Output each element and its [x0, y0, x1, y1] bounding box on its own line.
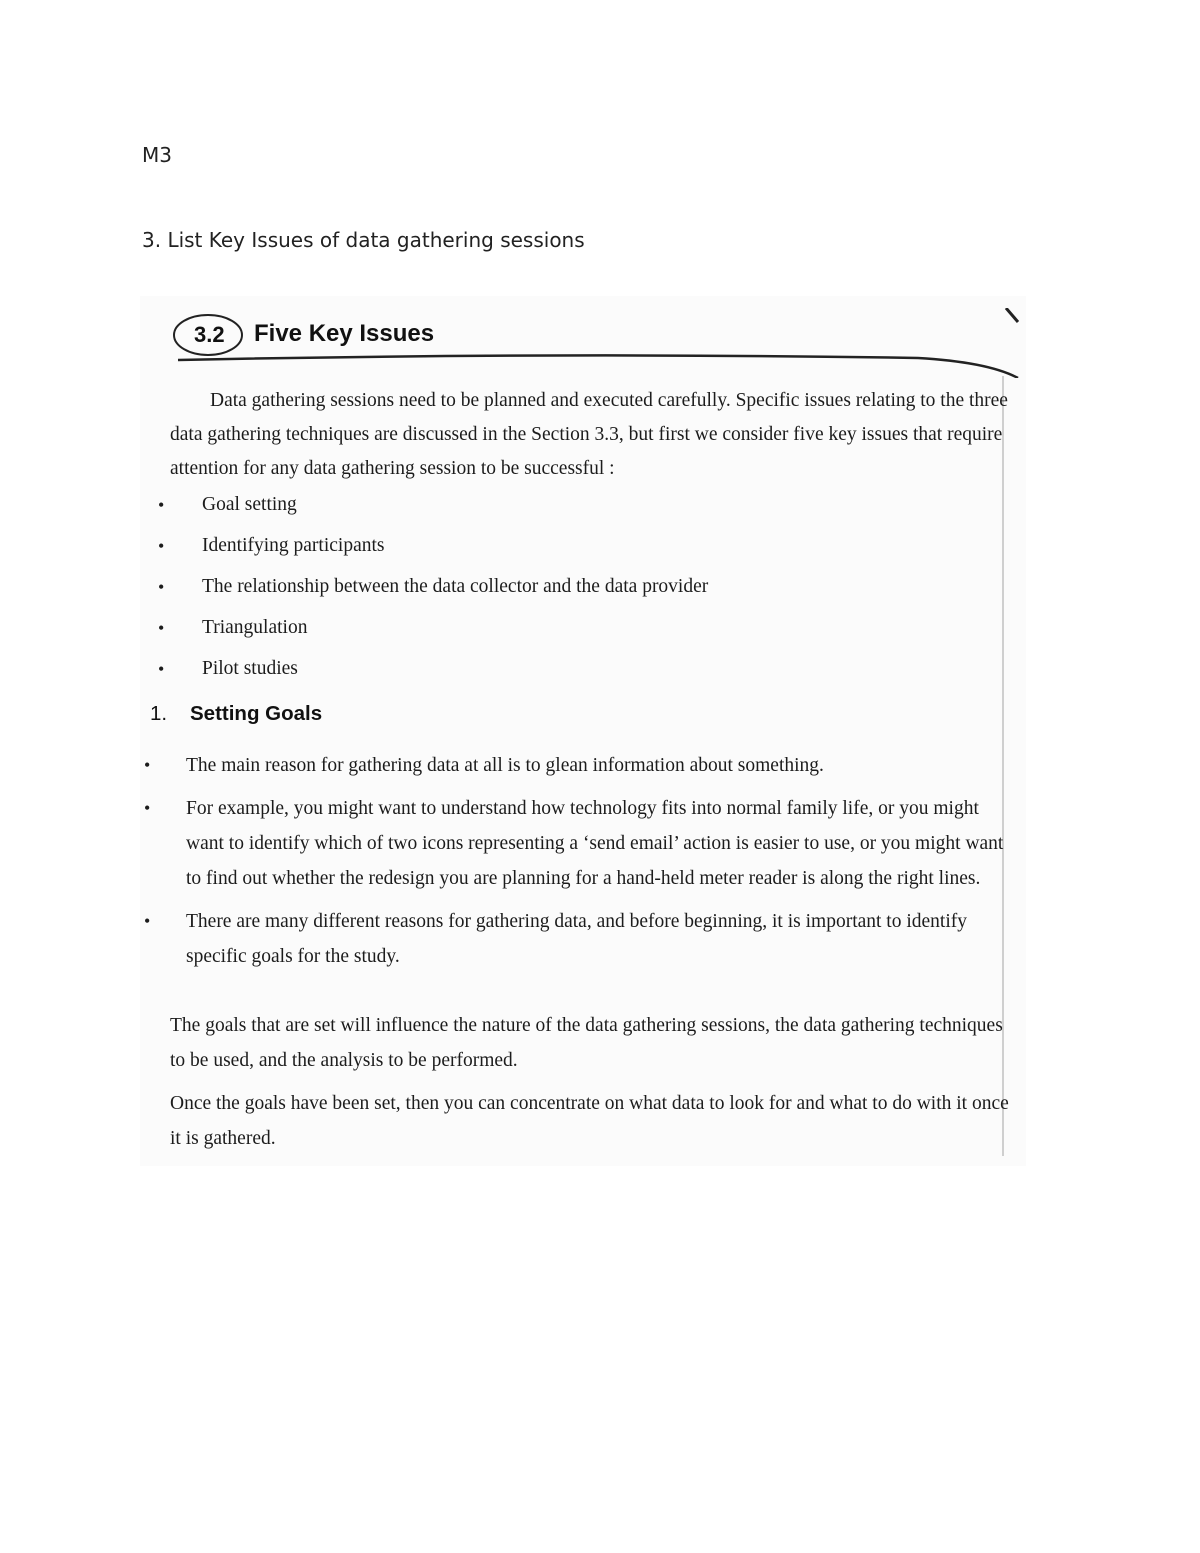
bullet-icon: • — [144, 911, 151, 931]
bullet-icon: • — [158, 495, 165, 515]
section-title: Five Key Issues — [254, 320, 435, 347]
goal-point-main-reason: The main reason for gathering data at all is to glean information about something. — [186, 755, 824, 776]
key-issue-identifying-participants: Identifying participants — [202, 535, 385, 556]
subsection-title: Setting Goals — [190, 702, 323, 725]
list-item — [150, 492, 1010, 533]
subsection-number: 1. — [150, 702, 168, 725]
bullet-icon: • — [158, 659, 165, 679]
section-number: 3.2 — [194, 322, 225, 347]
bullet-icon: • — [158, 536, 165, 556]
question-heading: 3. List Key Issues of data gathering sessions — [142, 228, 585, 252]
bullet-icon: • — [158, 577, 165, 597]
list-item — [144, 791, 1014, 896]
bullet-icon: • — [144, 798, 151, 818]
document-label: M3 — [142, 143, 172, 167]
subsection-heading — [150, 702, 322, 726]
list-item — [150, 574, 1010, 615]
intro-paragraph: Data gathering sessions need to be planned and executed carefully. Specific issues relating to the three data gathering techniques are discussed in the Section 3.3, but first we consider five key issues that require attention for any data gathering session to be successful : — [170, 390, 1008, 479]
closing-paragraph-once-set: Once the goals have been set, then you can concentrate on what data to look for and what to do with it once it is gathered. — [170, 1093, 1009, 1149]
scanned-textbook-page — [140, 296, 1026, 1166]
bullet-icon: • — [144, 755, 151, 775]
list-item — [150, 615, 1010, 656]
section-header — [158, 308, 1028, 368]
goal-point-example: For example, you might want to understand how technology fits into normal family life, or you might want to identify which of two icons representing a ‘send email’ action is easier to use, or you might want to find out whether the redesign you are planning for a hand-held meter reader is along the right lines. — [186, 798, 1004, 889]
closing-paragraphs — [170, 1008, 1010, 1164]
key-issue-pilot-studies: Pilot studies — [202, 658, 298, 679]
key-issue-goal-setting: Goal setting — [202, 494, 297, 515]
list-item — [150, 656, 1010, 697]
key-issue-triangulation: Triangulation — [202, 617, 308, 638]
goal-point-reasons: There are many different reasons for gathering data, and before beginning, it is important to identify specific goals for the study. — [186, 911, 967, 967]
key-issues-list — [150, 492, 1010, 697]
list-item — [144, 748, 1014, 783]
closing-paragraph-goals-influence: The goals that are set will influence the nature of the data gathering sessions, the data gathering techniques to be used, and the analysis to be performed. — [170, 1015, 1003, 1071]
bullet-icon: • — [158, 618, 165, 638]
list-item — [150, 533, 1010, 574]
list-item — [144, 904, 1014, 974]
goal-points-list — [144, 748, 1014, 982]
key-issue-relationship: The relationship between the data collector and the data provider — [202, 576, 709, 597]
